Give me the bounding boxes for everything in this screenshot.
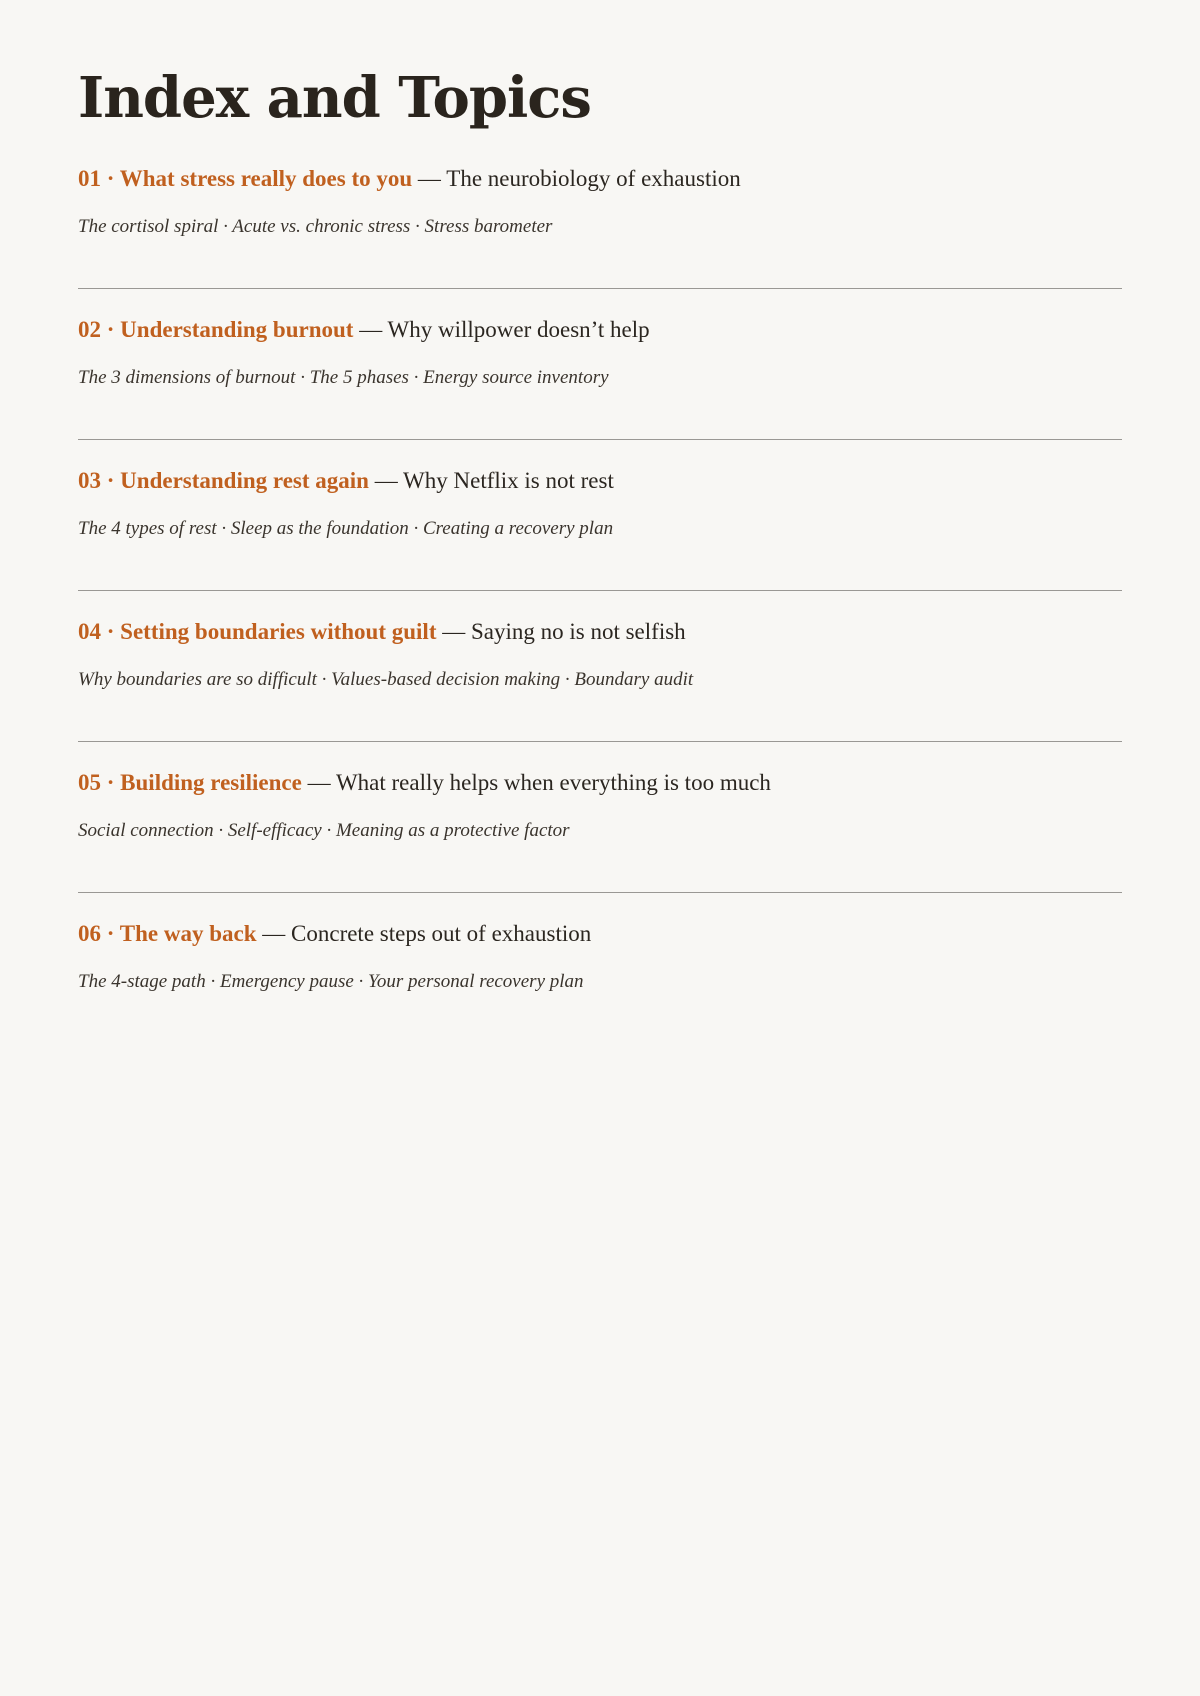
topic-subtopics: The 4-stage path · Emergency pause · Your personal recovery plan (78, 971, 584, 992)
topic-separator: · (101, 921, 120, 946)
topic-subtitle: Saying no is not selfish (470, 619, 686, 644)
topic-subtopics: The 3 dimensions of burnout · The 5 phases · Energy source inventory (78, 367, 609, 388)
topic-title: Understanding rest again (120, 468, 369, 493)
topic-dash: — (368, 468, 404, 493)
topic-separator: · (101, 468, 121, 493)
topic-item (78, 893, 1122, 1044)
topic-heading (78, 158, 1122, 200)
topic-subtitle: Why Netflix is not rest (403, 468, 614, 493)
topic-separator: · (101, 317, 121, 342)
topic-separator: · (101, 619, 121, 644)
topic-title: Understanding burnout (120, 317, 354, 342)
topic-separator: · (101, 770, 121, 795)
topic-title: What stress really does to you (119, 166, 413, 191)
topic-subtopics: Why boundaries are so difficult · Values-based decision making · Boundary audit (78, 669, 694, 690)
topic-subtitle: What really helps when everything is too much (335, 770, 771, 795)
topic-item (78, 440, 1122, 591)
topic-heading (78, 913, 1122, 955)
topic-subtopics: The 4 types of rest · Sleep as the foundation · Creating a recovery plan (78, 518, 614, 539)
topic-separator: · (101, 166, 120, 191)
topic-number: 05 (78, 770, 101, 795)
topic-number: 02 (78, 317, 101, 342)
topic-dash: — (412, 166, 447, 191)
topic-number: 06 (78, 921, 101, 946)
topic-heading (78, 309, 1122, 351)
topic-dash: — (256, 921, 292, 946)
topic-heading (78, 762, 1122, 804)
topic-dash: — (436, 619, 471, 644)
topic-subtitle: Concrete steps out of exhaustion (291, 921, 592, 946)
topic-title: The way back (119, 921, 257, 946)
topic-subtitle: The neurobiology of exhaustion (446, 166, 741, 191)
topic-subtitle: Why willpower doesn’t help (387, 317, 650, 342)
page-title: Index and Topics (78, 65, 591, 131)
topic-item (78, 138, 1122, 289)
topic-number: 04 (78, 619, 101, 644)
topic-item (78, 591, 1122, 742)
topic-title: Setting boundaries without guilt (120, 619, 437, 644)
topic-number: 03 (78, 468, 101, 493)
topic-item (78, 742, 1122, 893)
topic-subtopics: The cortisol spiral · Acute vs. chronic stress · Stress barometer (78, 216, 553, 237)
topic-heading (78, 611, 1122, 653)
topic-item (78, 289, 1122, 440)
topic-number: 01 (78, 166, 101, 191)
topic-dash: — (301, 770, 336, 795)
topic-subtopics: Social connection · Self-efficacy · Meaning as a protective factor (78, 820, 570, 841)
topic-dash: — (353, 317, 388, 342)
topic-heading (78, 460, 1122, 502)
topic-title: Building resilience (120, 770, 302, 795)
